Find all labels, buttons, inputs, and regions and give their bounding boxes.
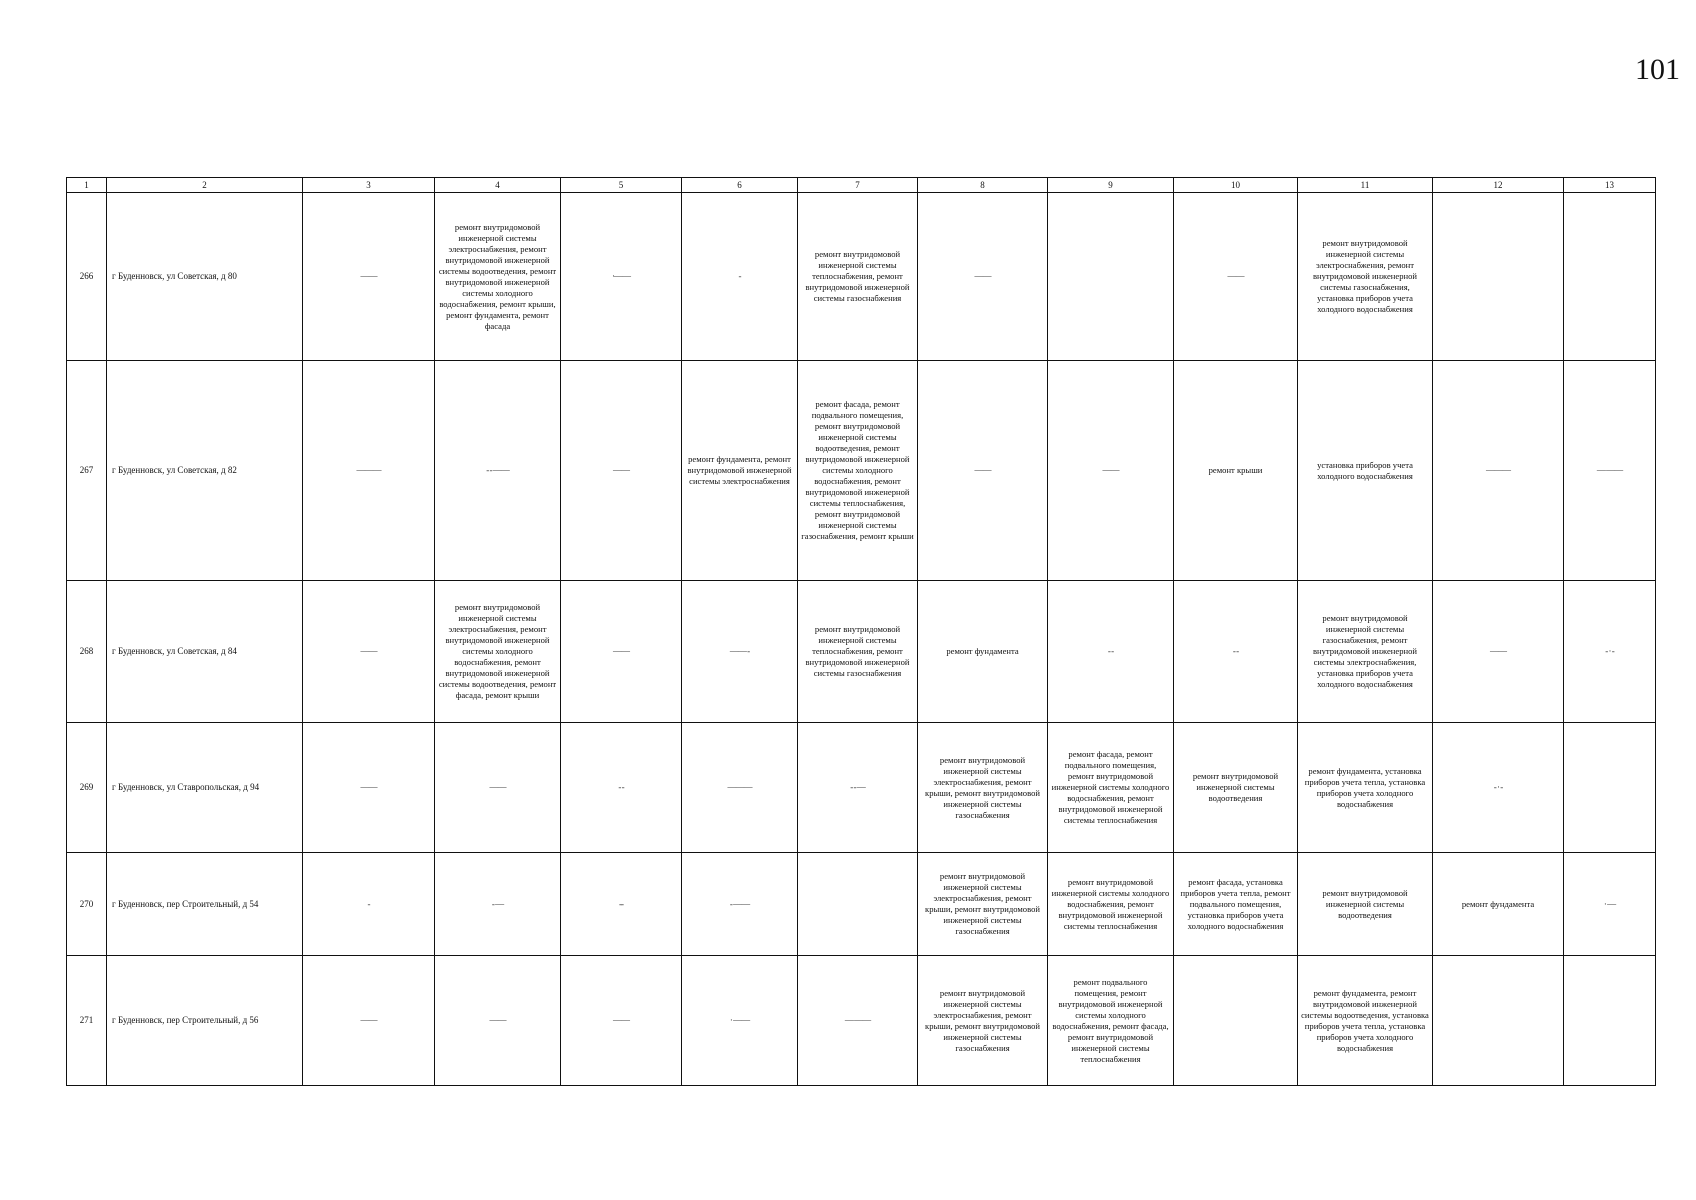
column-header: 2: [107, 178, 303, 193]
dash-cell: · ——: [682, 956, 798, 1086]
dash-cell: - · -: [1433, 723, 1564, 853]
dash-cell: ———: [682, 723, 798, 853]
work-description-cell: [1048, 193, 1174, 361]
header-row: [67, 178, 1656, 193]
row-number: 268: [67, 581, 107, 723]
work-description-cell: ремонт внутридомовой инженерной системы газоснабжения, ремонт внутридомовой инженерной системы электроснабжения, установка приборов учета холодного водоснабжения: [1298, 581, 1433, 723]
work-description-cell: ремонт фундамента, установка приборов учета тепла, установка приборов учета холодного водоснабжения: [1298, 723, 1433, 853]
column-header: 12: [1433, 178, 1564, 193]
work-description-cell: ремонт внутридомовой инженерной системы электроснабжения, ремонт внутридомовой инженерной системы газоснабжения, установка приборов учета холодного водоснабжения: [1298, 193, 1433, 361]
row-number: 270: [67, 853, 107, 956]
work-description-cell: ремонт внутридомовой инженерной системы электроснабжения, ремонт внутридомовой инженерной системы холодного водоснабжения, ремонт внутридомовой инженерной системы водоотведения, ремонт фасада, ремонт крыши: [435, 581, 561, 723]
work-description-cell: ремонт внутридомовой инженерной системы водоотведения: [1174, 723, 1298, 853]
dash-cell: ——: [303, 193, 435, 361]
work-description-cell: [1433, 956, 1564, 1086]
dash-cell: - · -: [1564, 581, 1656, 723]
dash-cell: ——: [918, 193, 1048, 361]
address-cell: г Буденновск, пер Строительный, д 56: [107, 956, 303, 1086]
work-description-cell: [1174, 956, 1298, 1086]
dash-cell: ——: [435, 723, 561, 853]
table-row: [67, 193, 1656, 361]
work-description-cell: установка приборов учета холодного водоснабжения: [1298, 361, 1433, 581]
address-cell: г Буденновск, пер Строительный, д 54: [107, 853, 303, 956]
work-description-cell: [1564, 956, 1656, 1086]
address-cell: г Буденновск, ул Ставропольская, д 94: [107, 723, 303, 853]
table-row: [67, 853, 1656, 956]
row-number: 266: [67, 193, 107, 361]
work-description-cell: [798, 853, 918, 956]
dash-cell: ——: [1174, 193, 1298, 361]
column-header: 1: [67, 178, 107, 193]
address-cell: г Буденновск, ул Советская, д 84: [107, 581, 303, 723]
table-row: [67, 581, 1656, 723]
dash-cell: ———: [1433, 361, 1564, 581]
column-header: 4: [435, 178, 561, 193]
work-description-cell: ремонт внутридомовой инженерной системы водоотведения: [1298, 853, 1433, 956]
work-description-cell: ремонт внутридомовой инженерной системы электроснабжения, ремонт крыши, ремонт внутридомовой инженерной системы газоснабжения: [918, 723, 1048, 853]
work-description-cell: ремонт фундамента, ремонт внутридомовой инженерной системы водоотведения, установка приборов учета тепла, установка приборов учета холодного водоснабжения: [1298, 956, 1433, 1086]
work-description-cell: ремонт подвального помещения, ремонт внутридомовой инженерной системы холодного водоснабжения, ремонт фасада, ремонт внутридомовой инженерной системы теплоснабжения: [1048, 956, 1174, 1086]
dash-cell: ——: [303, 723, 435, 853]
column-header: 9: [1048, 178, 1174, 193]
dash-cell: --: [561, 853, 682, 956]
dash-cell: -: [303, 853, 435, 956]
dash-cell: — ——: [1564, 361, 1656, 581]
work-description-cell: ремонт фасада, ремонт подвального помещения, ремонт внутридомовой инженерной системы холодного водоснабжения, ремонт внутридомовой инженерной системы теплоснабжения: [1048, 723, 1174, 853]
work-description-cell: ремонт внутридомовой инженерной системы теплоснабжения, ремонт внутридомовой инженерной системы газоснабжения: [798, 193, 918, 361]
work-description-cell: ремонт фундамента: [918, 581, 1048, 723]
table-row: [67, 956, 1656, 1086]
dash-cell: — ——: [798, 956, 918, 1086]
column-header: 5: [561, 178, 682, 193]
row-number: 267: [67, 361, 107, 581]
dash-cell: ——: [1048, 361, 1174, 581]
row-number: 269: [67, 723, 107, 853]
dash-cell: -: [682, 193, 798, 361]
dash-cell: ——: [303, 956, 435, 1086]
column-header: 6: [682, 178, 798, 193]
dash-cell: ———: [303, 361, 435, 581]
work-description-cell: ремонт внутридомовой инженерной системы электроснабжения, ремонт крыши, ремонт внутридомовой инженерной системы газоснабжения: [918, 853, 1048, 956]
work-description-cell: ремонт внутридомовой инженерной системы теплоснабжения, ремонт внутридомовой инженерной системы газоснабжения: [798, 581, 918, 723]
table-row: [67, 361, 1656, 581]
dash-cell: - -: [1048, 581, 1174, 723]
dash-cell: - -: [561, 723, 682, 853]
dash-cell: ——: [435, 956, 561, 1086]
work-description-cell: ремонт фасада, ремонт подвального помещения, ремонт внутридомовой инженерной системы водоотведения, ремонт внутридомовой инженерной системы холодного водоснабжения, ремонт внутридомовой инженерной системы теплоснабжения, ремонт внутридомовой инженерной системы газоснабжения, ремонт крыши: [798, 361, 918, 581]
column-header: 3: [303, 178, 435, 193]
work-description-cell: ремонт внутридомовой инженерной системы холодного водоснабжения, ремонт внутридомовой инженерной системы теплоснабжения: [1048, 853, 1174, 956]
column-header: 11: [1298, 178, 1433, 193]
work-description-cell: ремонт фундамента: [1433, 853, 1564, 956]
table-row: [67, 723, 1656, 853]
dash-cell: ——: [1433, 581, 1564, 723]
work-description-cell: ремонт внутридомовой инженерной системы электроснабжения, ремонт внутридомовой инженерной системы водоотведения, ремонт внутридомовой инженерной системы холодного водоснабжения, ремонт крыши, ремонт фундамента, ремонт фасада: [435, 193, 561, 361]
work-description-cell: ремонт фасада, установка приборов учета тепла, ремонт подвального помещения, установка приборов учета холодного водоснабжения: [1174, 853, 1298, 956]
work-description-cell: [1564, 723, 1656, 853]
work-description-cell: [1433, 193, 1564, 361]
column-header: 10: [1174, 178, 1298, 193]
dash-cell: ——: [561, 361, 682, 581]
address-cell: г Буденновск, ул Советская, д 80: [107, 193, 303, 361]
work-description-cell: ремонт крыши: [1174, 361, 1298, 581]
work-description-cell: [1564, 193, 1656, 361]
column-header: 13: [1564, 178, 1656, 193]
dash-cell: ·——: [561, 193, 682, 361]
dash-cell: ——: [561, 581, 682, 723]
dash-cell: · —: [1564, 853, 1656, 956]
dash-cell: - ——: [682, 853, 798, 956]
dash-cell: - -: [1174, 581, 1298, 723]
work-description-cell: ремонт внутридомовой инженерной системы электроснабжения, ремонт крыши, ремонт внутридомовой инженерной системы газоснабжения: [918, 956, 1048, 1086]
dash-cell: - - ——: [435, 361, 561, 581]
row-number: 271: [67, 956, 107, 1086]
page-number: 101: [1635, 53, 1680, 86]
dash-cell: ——: [918, 361, 1048, 581]
dash-cell: ——: [303, 581, 435, 723]
address-cell: г Буденновск, ул Советская, д 82: [107, 361, 303, 581]
dash-cell: ——: [561, 956, 682, 1086]
column-header: 8: [918, 178, 1048, 193]
dash-cell: - - —: [798, 723, 918, 853]
work-description-cell: ремонт фундамента, ремонт внутридомовой инженерной системы электроснабжения: [682, 361, 798, 581]
dash-cell: —— -: [682, 581, 798, 723]
column-header: 7: [798, 178, 918, 193]
dash-cell: - —: [435, 853, 561, 956]
works-table: [66, 177, 1656, 1086]
